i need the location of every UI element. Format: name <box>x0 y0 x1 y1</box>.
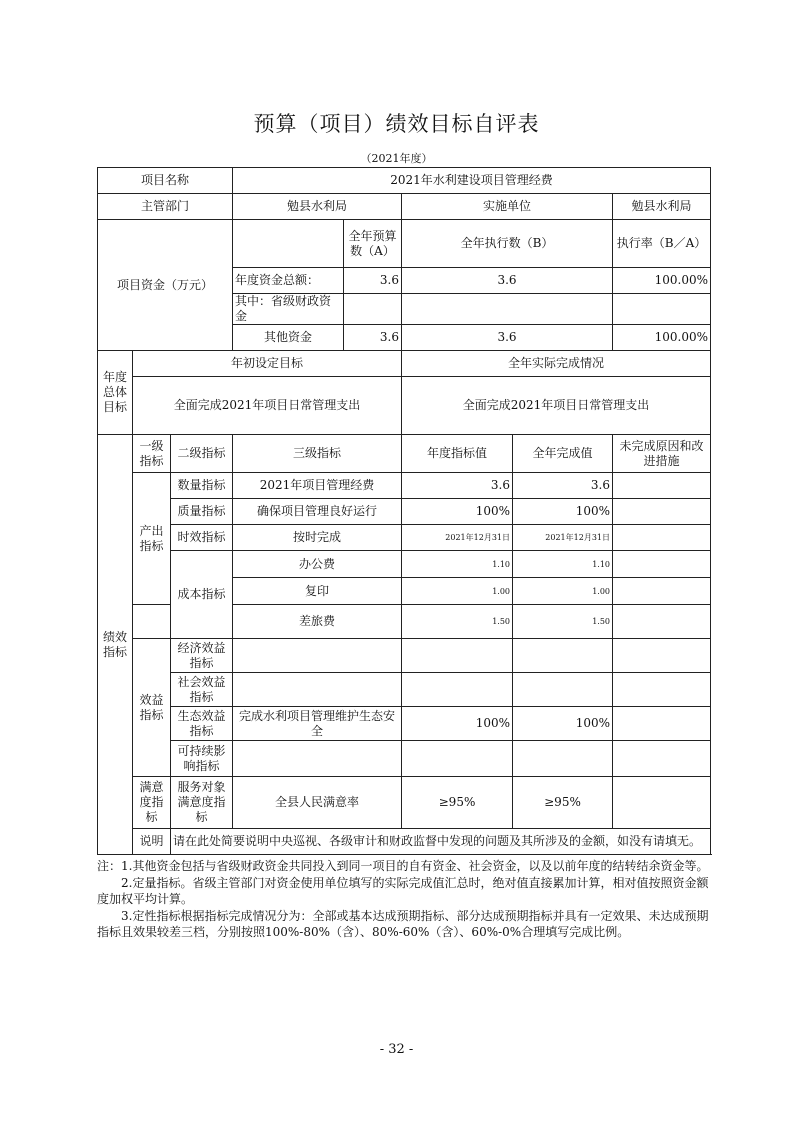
l2-cell: 质量指标 <box>171 499 233 525</box>
funds-row-a: 3.6 <box>344 325 402 351</box>
annual-cell: 2021年12月31日 <box>402 525 513 551</box>
actual-cell: 1.50 <box>513 605 613 639</box>
funds-blank <box>233 220 344 268</box>
overall-actual-header: 全年实际完成情况 <box>402 351 711 377</box>
page-title: 预算（项目）绩效目标自评表 <box>253 112 540 136</box>
reason-cell <box>613 473 711 499</box>
note-1: 注：1.其他资金包括与省级财政资金共同投入到同一项目的自有资金、社会资金，以及以前年度的结转结余资金等。 <box>97 859 709 873</box>
project-name-label: 项目名称 <box>98 168 233 194</box>
l3-cell: 复印 <box>233 578 402 605</box>
overall-content-row <box>98 377 711 435</box>
remark-text: 请在此处简要说明中央巡视、各级审计和财政监督中发现的问题及其所涉及的金额，如没有请填无。 <box>171 829 711 855</box>
output-timeliness-row <box>98 525 711 551</box>
reason-cell <box>613 605 711 639</box>
benefit-economic-row <box>98 639 711 673</box>
reason-cell <box>613 741 711 777</box>
page-number: - 32 - <box>379 1042 414 1057</box>
funds-row-a <box>344 294 402 325</box>
funds-row-label: 年度资金总额： <box>233 268 344 294</box>
benefit-ecological-row <box>98 707 711 741</box>
impl-value: 勉县水利局 <box>613 194 711 220</box>
cost-label: 成本指标 <box>171 551 233 639</box>
actual-cell: 3.6 <box>513 473 613 499</box>
benefit-social-row <box>98 673 711 707</box>
cost-office-row <box>98 551 711 578</box>
funds-row-b <box>402 294 613 325</box>
remark-label: 说明 <box>133 829 171 855</box>
overall-target: 全面完成2021年项目日常管理支出 <box>133 377 402 435</box>
l2-cell: 社会效益指标 <box>171 673 233 707</box>
self-evaluation-table <box>97 167 711 855</box>
header-actual: 全年完成值 <box>513 435 613 473</box>
output-quantity-row <box>98 473 711 499</box>
funds-label: 项目资金（万元） <box>98 220 233 351</box>
funds-row-a: 3.6 <box>344 268 402 294</box>
indicators-label: 绩效指标 <box>98 435 133 855</box>
annual-cell <box>402 639 513 673</box>
impl-label: 实施单位 <box>402 194 613 220</box>
funds-row-rate: 100.00% <box>613 268 711 294</box>
l3-cell: 完成水利项目管理维护生态安全 <box>233 707 402 741</box>
l3-cell: 确保项目管理良好运行 <box>233 499 402 525</box>
funds-row-b: 3.6 <box>402 268 613 294</box>
l3-cell <box>233 741 402 777</box>
annual-cell: 1.10 <box>402 551 513 578</box>
l2-cell: 时效指标 <box>171 525 233 551</box>
reason-cell <box>613 499 711 525</box>
annual-cell: 1.00 <box>402 578 513 605</box>
project-name-value: 2021年水利建设项目管理经费 <box>233 168 711 194</box>
note-3: 3.定性指标根据指标完成情况分为：全部或基本达成预期指标、部分达成预期指标并具有一定效果、未达成预期指标且效果较差三档，分别按照100%-80%（含）、80%-60%（含）、60%-0%合理填写完成比例。 <box>97 908 709 939</box>
header-level3: 三级指标 <box>233 435 402 473</box>
benefit-label: 效益指标 <box>133 639 171 777</box>
l3-cell <box>233 639 402 673</box>
overall-target-header: 年初设定目标 <box>133 351 402 377</box>
l2-cell: 服务对象满意度指标 <box>171 777 233 829</box>
reason-cell <box>613 707 711 741</box>
actual-cell <box>513 639 613 673</box>
dept-value: 勉县水利局 <box>233 194 402 220</box>
l2-cell: 数量指标 <box>171 473 233 499</box>
overall-actual: 全面完成2021年项目日常管理支出 <box>402 377 711 435</box>
reason-cell <box>613 639 711 673</box>
funds-col-b: 全年执行数（B） <box>402 220 613 268</box>
actual-cell: 100% <box>513 499 613 525</box>
satisfaction-label: 满意度指标 <box>133 777 171 829</box>
l3-cell <box>233 673 402 707</box>
page-subtitle: （2021年度） <box>360 152 433 165</box>
department-row <box>98 194 711 220</box>
header-reason: 未完成原因和改进措施 <box>613 435 711 473</box>
blank-cell <box>133 605 171 639</box>
actual-cell <box>513 741 613 777</box>
header-level2: 二级指标 <box>171 435 233 473</box>
l3-cell: 2021年项目管理经费 <box>233 473 402 499</box>
output-quality-row <box>98 499 711 525</box>
l3-cell: 按时完成 <box>233 525 402 551</box>
actual-cell: ≥95% <box>513 777 613 829</box>
annual-cell: 3.6 <box>402 473 513 499</box>
l2-cell: 生态效益指标 <box>171 707 233 741</box>
annual-cell <box>402 673 513 707</box>
dept-label: 主管部门 <box>98 194 233 220</box>
annual-cell: 100% <box>402 499 513 525</box>
actual-cell <box>513 673 613 707</box>
reason-cell <box>613 777 711 829</box>
annual-cell: 1.50 <box>402 605 513 639</box>
remark-row <box>98 829 711 855</box>
funds-col-rate: 执行率（B／A） <box>613 220 711 268</box>
indicator-header-row <box>98 435 711 473</box>
reason-cell <box>613 673 711 707</box>
reason-cell <box>613 551 711 578</box>
overall-label: 年度总体目标 <box>98 351 133 435</box>
l2-cell: 经济效益指标 <box>171 639 233 673</box>
funds-row-label: 其中：省级财政资金 <box>233 294 344 325</box>
footnotes <box>97 858 710 941</box>
funds-row-rate <box>613 294 711 325</box>
reason-cell <box>613 525 711 551</box>
actual-cell: 100% <box>513 707 613 741</box>
funds-col-a: 全年预算数（A） <box>344 220 402 268</box>
l3-cell: 全县人民满意率 <box>233 777 402 829</box>
funds-row-b: 3.6 <box>402 325 613 351</box>
funds-header-row <box>98 220 711 268</box>
actual-cell: 1.10 <box>513 551 613 578</box>
annual-cell: 100% <box>402 707 513 741</box>
funds-row-rate: 100.00% <box>613 325 711 351</box>
annual-cell: ≥95% <box>402 777 513 829</box>
benefit-sustainable-row <box>98 741 711 777</box>
funds-row-label: 其他资金 <box>233 325 344 351</box>
note-2: 2.定量指标。省级主管部门对资金使用单位填写的实际完成值汇总时，绝对值直接累加计算，相对值按照资金额度加权平均计算。 <box>97 875 709 906</box>
overall-header-row <box>98 351 711 377</box>
output-label: 产出指标 <box>133 473 171 605</box>
project-name-row <box>98 168 711 194</box>
l3-cell: 差旅费 <box>233 605 402 639</box>
l3-cell: 办公费 <box>233 551 402 578</box>
annual-cell <box>402 741 513 777</box>
actual-cell: 1.00 <box>513 578 613 605</box>
header-annual: 年度指标值 <box>402 435 513 473</box>
l2-cell: 可持续影响指标 <box>171 741 233 777</box>
reason-cell <box>613 578 711 605</box>
header-level1: 一级指标 <box>133 435 171 473</box>
satisfaction-row <box>98 777 711 829</box>
actual-cell: 2021年12月31日 <box>513 525 613 551</box>
